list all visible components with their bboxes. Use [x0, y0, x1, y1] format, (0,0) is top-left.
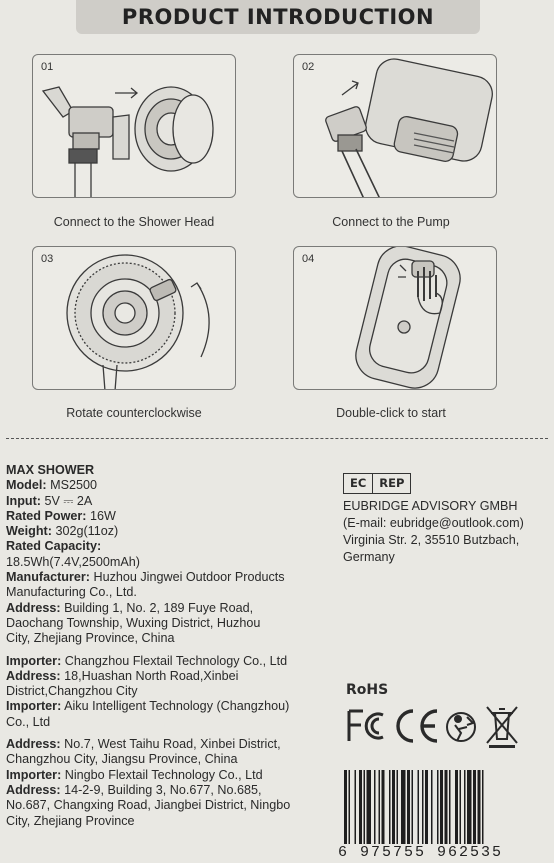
ec-rep-country: Germany — [343, 550, 395, 564]
step-1-panel — [32, 54, 236, 198]
shower-head-connect-illustration — [33, 55, 236, 198]
manufacturer-value-cont: Manufacturing Co., Ltd. — [6, 585, 137, 600]
step-1-caption: Connect to the Shower Head — [53, 215, 215, 229]
input-label: Input: — [6, 493, 41, 508]
address-line: 18,Huashan North Road,Xinbei — [64, 668, 239, 683]
importer-value: Ningbo Flextail Technology Co., Ltd — [64, 767, 263, 782]
ec-rep-address: Virginia Str. 2, 35510 Butzbach, — [343, 533, 520, 547]
product-name: MAX SHOWER — [6, 463, 95, 477]
page-title: PRODUCT INTRODUCTION — [121, 5, 435, 29]
manufacturer-label: Manufacturer: — [6, 570, 90, 585]
step-3-caption: Rotate counterclockwise — [66, 406, 202, 420]
address-line: City, Zhejiang Province, China — [6, 631, 175, 646]
step-4-number: 04 — [302, 253, 315, 265]
ec-label: EC — [350, 476, 367, 490]
step-2-caption: Connect to the Pump — [332, 215, 450, 229]
barcode-number: 6 975755 962535 — [338, 844, 520, 861]
ec-rep-block — [343, 473, 543, 566]
weee-bin-icon — [487, 707, 517, 748]
step-2-panel — [293, 54, 497, 198]
ec-rep-badge — [343, 473, 411, 494]
certification-marks — [345, 703, 525, 754]
rep-label: REP — [372, 474, 410, 493]
step-4-panel — [293, 246, 497, 390]
importer-value: Aiku Intelligent Technology (Changzhou) — [64, 699, 290, 714]
address-line: 14-2-9, Building 3, No.677, No.685, — [64, 782, 262, 797]
weight-value: 302g(11oz) — [55, 524, 119, 539]
pump-connect-illustration — [294, 55, 497, 198]
model-label: Model: — [6, 478, 47, 493]
step-3-panel — [32, 246, 236, 390]
capacity-label: Rated Capacity: — [6, 539, 102, 554]
address-label: Address: — [6, 782, 61, 797]
importer-label: Importer: — [6, 699, 62, 714]
ec-rep-company: EUBRIDGE ADVISORY GMBH — [343, 499, 518, 513]
address-line: Changzhou City, Jiangsu Province, China — [6, 752, 238, 767]
address-label: Address: — [6, 737, 61, 752]
address-line: Daochang Township, Wuxing District, Huzhou — [6, 615, 261, 630]
barcode — [338, 766, 520, 863]
fc-mark-icon — [349, 711, 383, 741]
barcode-bars — [338, 766, 520, 846]
importer-value: Changzhou Flextail Technology Co., Ltd — [64, 653, 288, 668]
importer-value-cont: Co., Ltd — [6, 714, 51, 729]
step-1-number: 01 — [41, 61, 54, 73]
step-4-caption: Double-click to start — [336, 406, 446, 420]
ec-rep-email: (E-mail: eubridge@outlook.com) — [343, 516, 524, 530]
address-line: No.687, Changxing Road, Jiangbei District, Ningbo — [6, 798, 291, 813]
address-label: Address: — [6, 668, 61, 683]
address-line: District,Changzhou City — [6, 684, 138, 699]
model-value: MS2500 — [50, 478, 97, 493]
ce-mark-icon — [398, 711, 437, 741]
address-line: City, Zhejiang Province — [6, 813, 135, 828]
rotate-illustration — [33, 247, 236, 390]
power-label: Rated Power: — [6, 508, 87, 523]
step-3-number: 03 — [41, 253, 54, 265]
importer-label: Importer: — [6, 653, 62, 668]
input-value: 5V ⎓ 2A — [44, 493, 93, 508]
power-value: 16W — [89, 508, 116, 523]
step-2-number: 02 — [302, 61, 315, 73]
recycle-person-icon — [447, 713, 475, 741]
capacity-value: 18.5Wh(7.4V,2500mAh) — [6, 554, 140, 569]
weight-label: Weight: — [6, 524, 52, 539]
rohs-label: RoHS — [346, 682, 389, 698]
section-divider — [6, 438, 548, 439]
address-line: No.7, West Taihu Road, Xinbei District, — [64, 737, 281, 752]
spec-block — [6, 463, 326, 829]
manufacturer-value: Huzhou Jingwei Outdoor Products — [93, 570, 285, 585]
double-click-illustration — [294, 247, 497, 390]
address-line: Building 1, No. 2, 189 Fuye Road, — [64, 600, 254, 615]
title-banner — [76, 0, 480, 34]
importer-label: Importer: — [6, 767, 62, 782]
address-label: Address: — [6, 600, 61, 615]
